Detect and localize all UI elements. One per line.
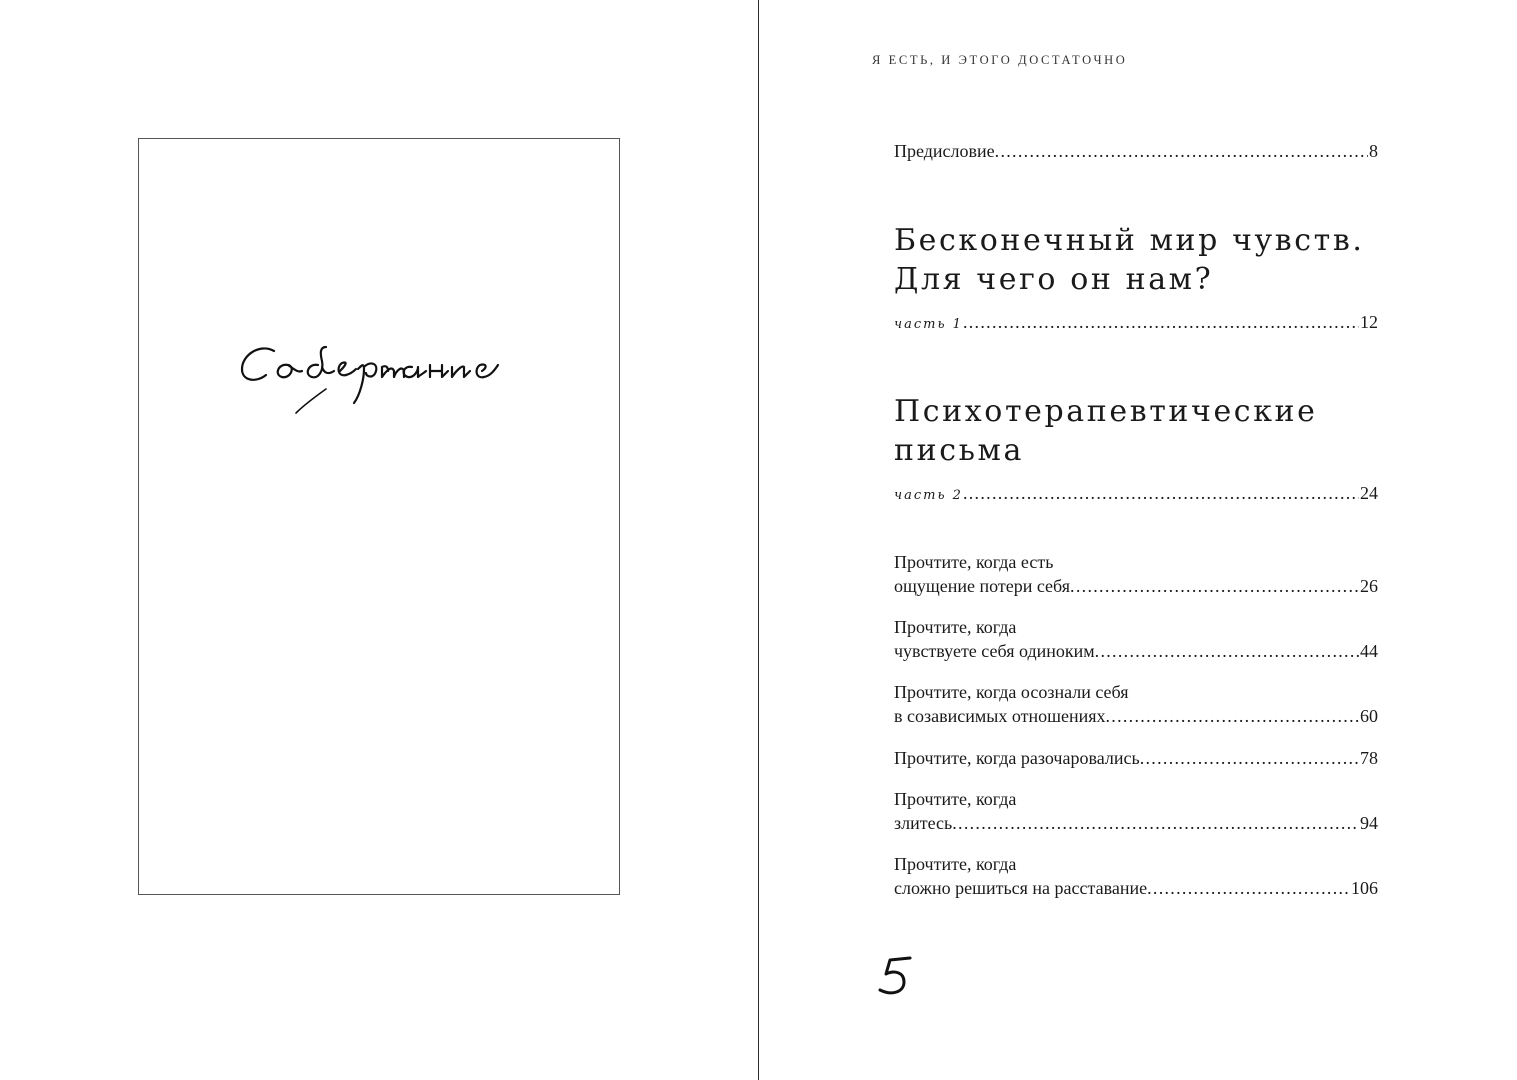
toc-part-2 <box>894 392 1378 470</box>
toc-page-number: 24 <box>1360 483 1378 503</box>
toc-part-1 <box>894 221 1378 299</box>
toc-page-number: 44 <box>1360 641 1378 661</box>
toc-entry-first-line: Прочтите, когда <box>894 617 1017 637</box>
toc-leader-dots <box>1070 574 1359 598</box>
toc-entry-line <box>894 704 1378 728</box>
toc-entry-line <box>894 811 1378 835</box>
toc-entry-line <box>894 139 1378 163</box>
toc-entry-label: в созависимых отношениях <box>894 706 1106 726</box>
toc-entry-first-line: Прочтите, когда есть <box>894 552 1054 572</box>
book-spine <box>758 0 759 1080</box>
toc-entry <box>894 746 1378 770</box>
toc-entry <box>894 550 1378 598</box>
toc-leader-dots <box>952 811 1359 835</box>
toc-entry-line <box>894 310 1378 337</box>
toc-entry-line <box>894 574 1378 598</box>
toc-entry <box>894 680 1378 728</box>
toc-entry-line <box>894 639 1378 663</box>
part-label: часть 1 <box>894 317 963 332</box>
part-title-line: Психотерапевтические <box>894 394 1318 429</box>
toc-entry <box>894 615 1378 663</box>
toc-entry-line <box>894 481 1378 508</box>
toc-entry-line <box>894 876 1378 900</box>
toc-part-2-line <box>894 481 1378 508</box>
toc-entry <box>894 787 1378 835</box>
toc-entry-label: Прочтите, когда разочаровались <box>894 748 1140 768</box>
toc-entry-label: сложно решиться на расставание <box>894 878 1148 898</box>
toc-leader-dots <box>1140 746 1359 770</box>
toc-page-number: 106 <box>1351 878 1378 898</box>
page-folio-number <box>870 952 918 1000</box>
toc-entry-line <box>894 746 1378 770</box>
toc-entry-first-line: Прочтите, когда <box>894 789 1017 809</box>
toc-leader-dots <box>963 310 1359 334</box>
toc-leader-dots <box>963 481 1359 505</box>
toc-page-number: 94 <box>1360 813 1378 833</box>
toc-part-1-line <box>894 310 1378 337</box>
toc-leader-dots <box>995 139 1368 163</box>
toc-preface <box>894 139 1378 163</box>
toc-leader-dots <box>1095 639 1359 663</box>
toc-entry-label: чувствуете себя одиноким <box>894 641 1095 661</box>
toc-page-number: 78 <box>1360 748 1378 768</box>
toc-page-number: 26 <box>1360 576 1378 596</box>
toc-leader-dots <box>1105 704 1359 728</box>
toc-page-number: 12 <box>1360 312 1378 332</box>
toc-entry-label: Предисловие <box>894 141 995 161</box>
running-head: Я ЕСТЬ, И ЭТОГО ДОСТАТОЧНО <box>872 53 1128 67</box>
toc-entry-first-line: Прочтите, когда осознали себя <box>894 682 1129 702</box>
part-label: часть 2 <box>894 488 963 503</box>
toc-entry-first-line: Прочтите, когда <box>894 854 1017 874</box>
title-frame <box>138 138 620 895</box>
toc-page-number: 8 <box>1369 141 1378 161</box>
toc-page-number: 60 <box>1360 706 1378 726</box>
contents-title-lettering <box>236 325 536 415</box>
toc-entry-label: злитесь <box>894 813 953 833</box>
part-title-line: Для чего он нам? <box>894 262 1214 297</box>
part-title-line: письма <box>894 433 1024 468</box>
toc-entry <box>894 852 1378 900</box>
toc-leader-dots <box>1147 876 1350 900</box>
part-title-line: Бесконечный мир чувств. <box>894 223 1365 258</box>
toc-entry-label: ощущение потери себя <box>894 576 1071 596</box>
